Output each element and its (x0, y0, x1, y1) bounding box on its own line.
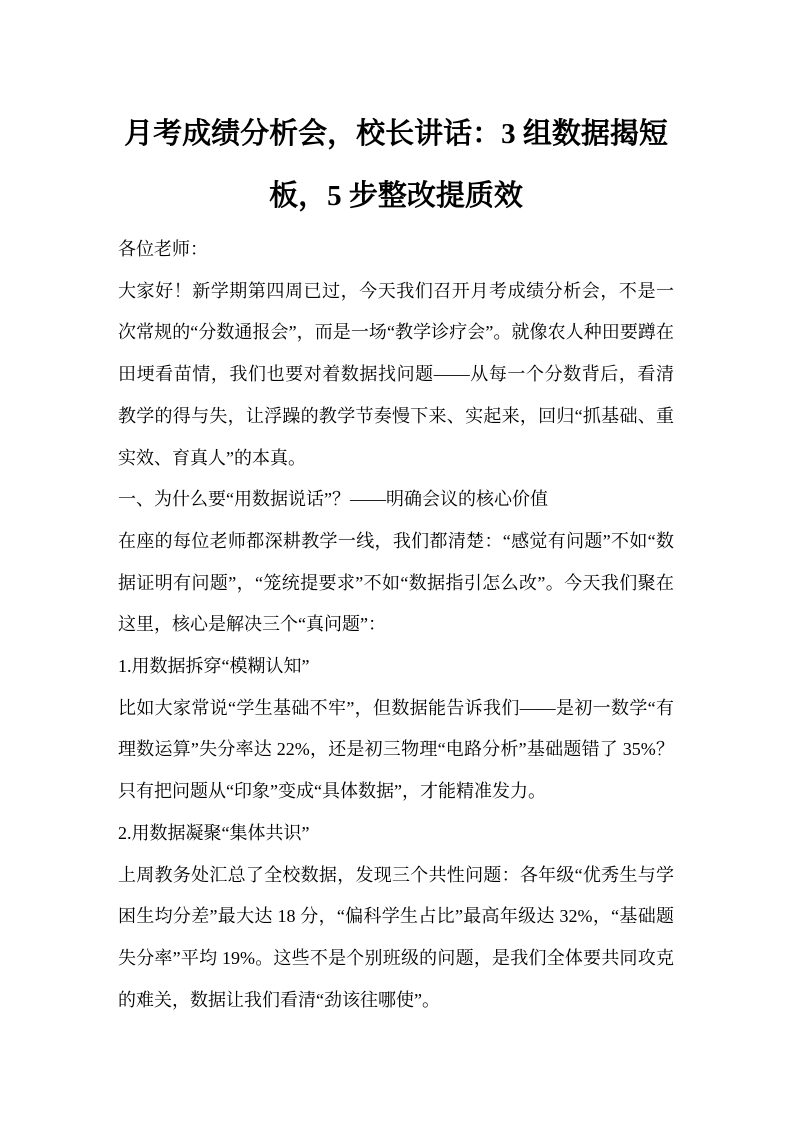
point-2-heading: 2.用数据凝聚“集体共识” (118, 822, 310, 843)
document-body (118, 229, 674, 1021)
document-title: 月考成绩分析会，校长讲话：3 组数据揭短板，5 步整改提质效 (124, 118, 668, 212)
paragraph-salutation: 各位老师： (118, 239, 208, 259)
section-1-heading: 一、为什么要“用数据说话”？——明确会议的核心价值 (118, 489, 548, 510)
section-1-intro: 在座的每位老师都深耕教学一线，我们都清楚：“感觉有问题”不如“数据证明有问题”，“笼统提要求”不如“数据指引怎么改”。今天我们聚在这里，核心是解决三个“真问题”： (118, 530, 674, 635)
paragraph-opening: 大家好！新学期第四周已过，今天我们召开月考成绩分析会，不是一次常规的“分数通报会”，而是一场“教学诊疗会”。就像农人种田要蹲在田埂看苗情，我们也要对着数据找问题——从每一个分数背后，看清教学的得与失，让浮躁的教学节奏慢下来、实起来，回归“抓基础、重实效、育真人”的本真。 (118, 280, 674, 468)
point-1-body: 比如大家常说“学生基础不牢”，但数据能告诉我们——是初一数学“有理数运算”失分率达 22%，还是初三物理“电路分析”基础题错了 35%？只有把问题从“印象”变成“具体数据”，才能精准发力。 (118, 697, 674, 802)
point-1-heading: 1.用数据拆穿“模糊认知” (118, 656, 310, 677)
point-2-body: 上周教务处汇总了全校数据，发现三个共性问题：各年级“优秀生与学困生均分差”最大达 18 分，“偏科学生占比”最高年级达 32%，“基础题失分率”平均 19%。这些不是个别班级的问题，是我们全体要共同攻克的难关，数据让我们看清“劲该往哪使”。 (118, 864, 674, 1010)
